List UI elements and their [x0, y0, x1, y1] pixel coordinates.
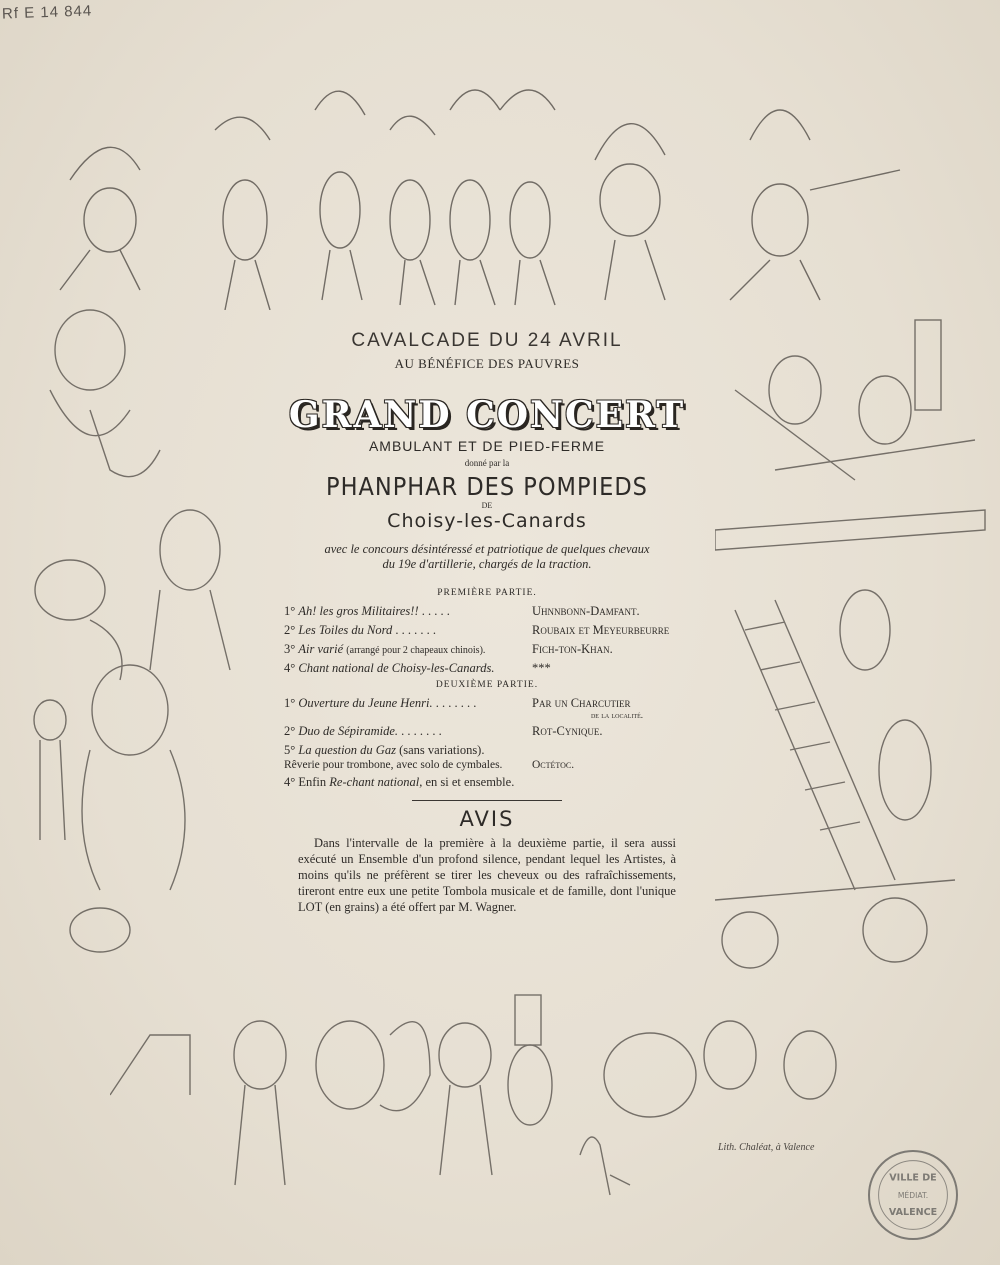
item-dots: . . . . . . . [395, 623, 437, 637]
concours-line-1: avec le concours désintéressé et patriotique de quelques chevaux [324, 542, 650, 556]
item-title: La question du Gaz [298, 743, 396, 757]
item-author-sub: de la localité. [590, 710, 644, 720]
program-text [272, 330, 702, 915]
concours-line-2: du 19e d'artillerie, chargés de la traction. [382, 557, 592, 571]
premiere-partie-title: PREMIÈRE PARTIE. [437, 588, 537, 598]
svg-text:MÉDIAT.: MÉDIAT. [897, 1190, 929, 1200]
item-dots: . . . . . . . [401, 724, 442, 738]
item-number: 4° [284, 775, 296, 789]
item-author: *** [532, 661, 551, 675]
item-title: Ouverture du Jeune Henri. [298, 696, 433, 710]
item-title: Re-chant national, [329, 775, 423, 789]
item-title: Les Toiles du Nord [298, 623, 393, 637]
lithographer-imprint: Lith. Chaléat, à Valence [718, 1142, 815, 1153]
bottom-band-illustration [110, 975, 860, 1215]
item-number: 1° [284, 696, 296, 710]
item-title: Rêverie pour trombone, avec solo de cymbales. [284, 759, 503, 771]
program-item-reverie [284, 759, 702, 771]
stamp-seal-icon [870, 1152, 956, 1238]
item-dots: . . . . . [421, 604, 450, 618]
library-stamp [868, 1150, 958, 1240]
deuxieme-partie-title: DEUXIÈME PARTIE. [435, 680, 539, 690]
premiere-partie-list [272, 604, 702, 676]
item-title: Duo de Sépiramide. [298, 724, 399, 738]
item-author: Fich-ton-Khan. [532, 642, 613, 656]
donne-par-line: donné par la [464, 458, 510, 468]
grand-concert-title: GRAND CONCERT [288, 394, 686, 436]
concours-text [272, 542, 702, 572]
program-item [284, 642, 702, 657]
item-number: 4° [284, 661, 296, 675]
program-item [284, 604, 702, 619]
item-note: (sans variations). [399, 743, 485, 757]
svg-text:VILLE DE: VILLE DE [889, 1172, 937, 1184]
left-figures-illustration [10, 290, 260, 970]
program-item [284, 775, 702, 790]
deuxieme-partie-list [272, 696, 702, 790]
de-line: DE [481, 501, 493, 510]
phanphar-title: PHANPHAR DES POMPIEDS [326, 472, 648, 501]
item-author: Roubaix et Meyeurbeurre [532, 623, 670, 637]
item-title: Ah! les gros Militaires!! [298, 604, 419, 618]
item-number: 2° [284, 623, 296, 637]
program-item [284, 661, 702, 676]
item-author: Octétoc. [532, 759, 575, 771]
cavalcade-line: CAVALCADE DU 24 AVRIL [351, 330, 623, 351]
item-author [532, 696, 702, 720]
right-firefighters-illustration [715, 300, 995, 980]
item-dots: . . . . . . . [435, 696, 477, 710]
item-number: 1° [284, 604, 296, 618]
svg-text:VALENCE: VALENCE [888, 1207, 938, 1219]
item-note: (arrangé pour 2 chapeaux chinois). [346, 645, 486, 656]
item-note: en si et ensemble. [425, 775, 515, 789]
avis-title: AVIS [459, 807, 515, 831]
item-title: Chant national de Choisy-les-Canards. [298, 661, 495, 675]
item-number: 3° [284, 642, 296, 656]
benefice-line: AU BÉNÉFICE DES PAUVRES [394, 356, 580, 371]
item-author: Rot-Cynique. [532, 724, 603, 738]
choisy-title: Choisy-les-Canards [387, 510, 587, 532]
program-item [284, 743, 702, 758]
divider-rule [412, 800, 562, 801]
program-item [284, 696, 702, 720]
program-item [284, 724, 702, 739]
item-title: Air varié [298, 642, 344, 656]
program-item [284, 623, 702, 638]
item-author-name: Par un Charcutier [532, 696, 631, 710]
item-number: 5° [284, 743, 296, 757]
ambulant-line: AMBULANT ET DE PIED-FERME [368, 438, 606, 454]
item-number: 2° [284, 724, 296, 738]
catalog-note: Rf E 14 844 [1, 2, 93, 23]
top-march-illustration [10, 70, 990, 310]
item-title-prefix: Enfin [298, 775, 327, 789]
item-author: Uhnnbonn-Damfant. [532, 604, 640, 618]
avis-text: Dans l'intervalle de la première à la deuxième partie, il sera aussi exécuté un Ensemble d'un profond silence, pendant lequel les Artistes, à moins qu'ils ne préfèrent se tirer les cheveux ou des rafraîchissements, tireront entre eux une petite Tombola musicale et de famille, dont l'unique LOT (en grains) a été offert par M. Wagner. [298, 836, 676, 914]
